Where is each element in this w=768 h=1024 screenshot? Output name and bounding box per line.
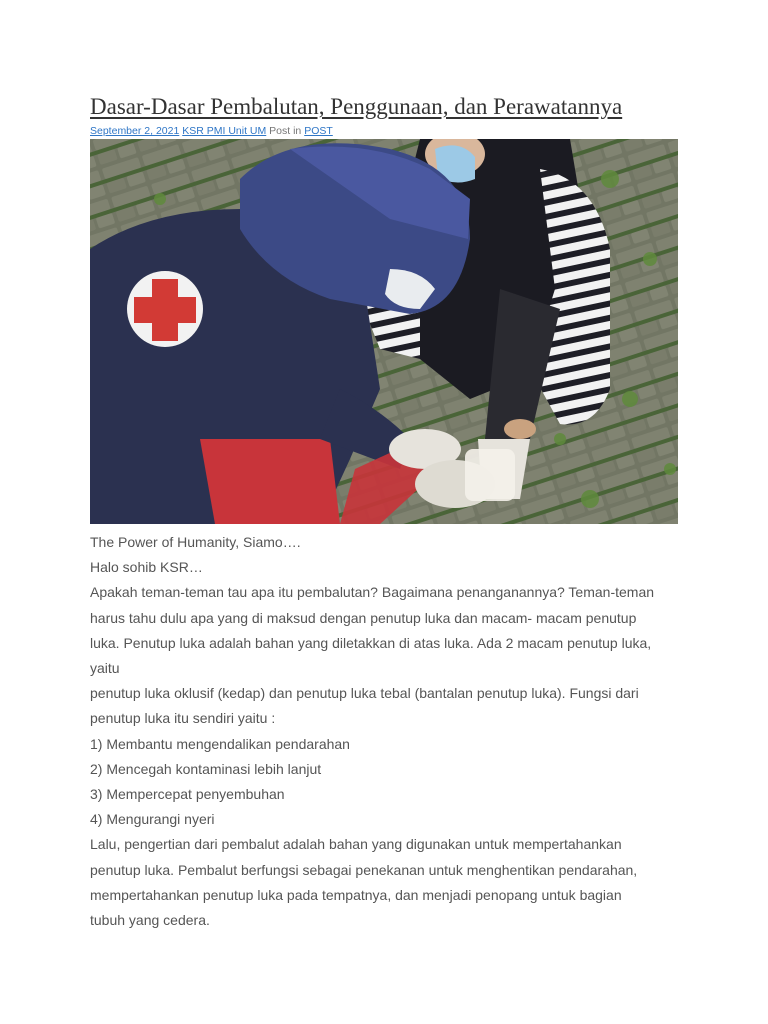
body-line: The Power of Humanity, Siamo…. bbox=[90, 534, 301, 550]
category-link[interactable]: POST bbox=[304, 125, 333, 137]
body-line: harus tahu dulu apa yang di maksud dengan penutup luka dan macam- macam penutup bbox=[90, 609, 637, 626]
post-date-link[interactable]: September 2, 2021 bbox=[90, 125, 180, 137]
post-meta bbox=[90, 125, 333, 137]
body-line: penutup luka. Pembalut berfungsi sebagai penekanan untuk menghentikan pendarahan, bbox=[90, 861, 638, 878]
body-line: penutup luka itu sendiri yaitu : bbox=[90, 710, 276, 727]
body-line: tubuh yang cedera. bbox=[90, 912, 210, 929]
author-link[interactable]: KSR PMI Unit UM bbox=[182, 125, 267, 137]
list-item: 4) Mengurangi nyeri bbox=[90, 811, 215, 828]
list-item: 2) Mencegah kontaminasi lebih lanjut bbox=[90, 760, 322, 777]
list-item: 1) Membantu mengendalikan pendarahan bbox=[90, 735, 350, 752]
body-line: Lalu, pengertian dari pembalut adalah bahan yang digunakan untuk mempertahankan bbox=[90, 836, 622, 853]
featured-photo bbox=[90, 139, 678, 524]
body-line: luka. Penutup luka adalah bahan yang diletakkan di atas luka. Ada 2 macam penutup luka, bbox=[90, 634, 652, 651]
body-line: penutup luka oklusif (kedap) dan penutup luka tebal (bantalan penutup luka). Fungsi dari bbox=[90, 685, 639, 702]
article-body bbox=[90, 530, 690, 933]
body-line: mempertahankan penutup luka pada tempatnya, dan menjadi penopang untuk bagian bbox=[90, 886, 622, 903]
list-item: 3) Mempercepat penyembuhan bbox=[90, 786, 285, 803]
body-line: yaitu bbox=[90, 660, 120, 677]
first-aid-photo-illustration bbox=[90, 139, 678, 524]
body-line: Halo sohib KSR… bbox=[90, 559, 203, 576]
post-in-label: Post in bbox=[269, 125, 302, 137]
body-line: Apakah teman-teman tau apa itu pembalutan? Bagaimana penanganannya? Teman-teman bbox=[90, 584, 655, 601]
article-title[interactable]: Dasar-Dasar Pembalutan, Penggunaan, dan Perawatannya bbox=[90, 94, 623, 119]
